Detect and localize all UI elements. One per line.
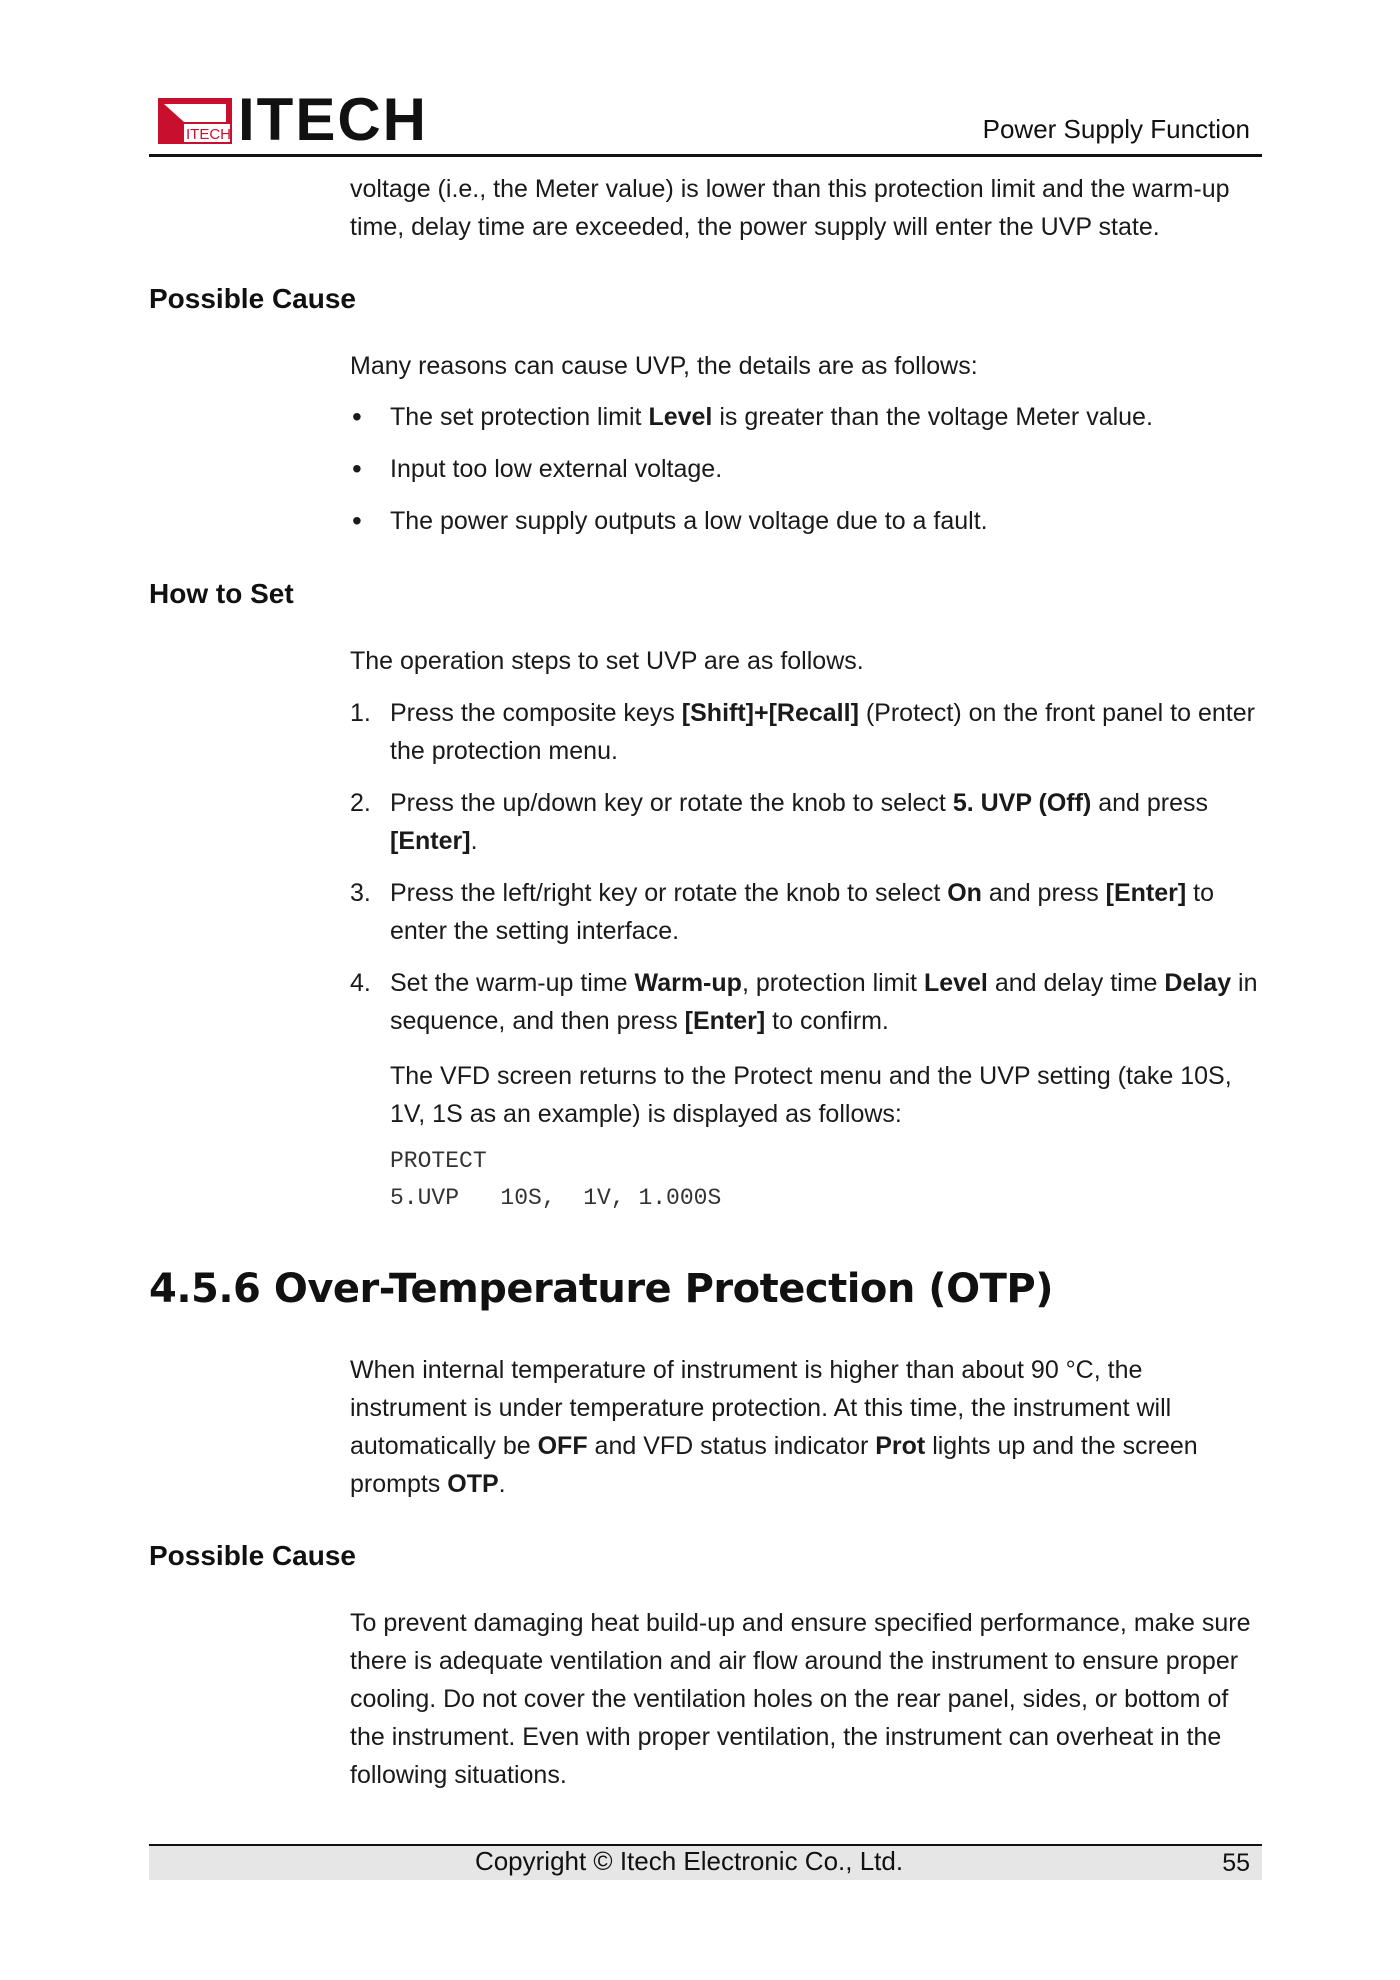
bullet-icon: • [352, 453, 362, 484]
itech-logo-mark-icon [158, 98, 232, 144]
list-item: • The set protection limit Level is greater than the voltage Meter value. [350, 398, 1262, 436]
otp-cause-text: To prevent damaging heat build-up and ensure specified performance, make sure there is adequate ventilation and air flow around the instrument to ensure proper cooling. Do not cover the ventilation holes on the rear panel, sides, or bottom of the instrument. Even with proper ventilation, the instrument can overheat in the following situations. [350, 1609, 1251, 1789]
step-item: 3. Press the left/right key or rotate the knob to select On and press [Enter] to enter the setting interface. [350, 879, 1214, 945]
cause-intro: Many reasons can cause UVP, the details are as follows: [350, 352, 978, 380]
step-item: 4. Set the warm-up time Warm-up, protection limit Level and delay time Delay in sequence, and then press [Enter] to confirm. [350, 969, 1258, 1035]
page-number: 55 [1222, 1849, 1250, 1877]
otp-intro: When internal temperature of instrument is higher than about 90 °C, the instrument is under temperature protection. At this time, the instrument will automatically be OFF and VFD status indicator Prot lights up and the screen prompts OTP. [350, 1356, 1198, 1498]
cause-list [350, 398, 1262, 554]
possible-cause-heading: Possible Cause [149, 283, 356, 314]
footer-copyright: Copyright © Itech Electronic Co., Ltd. [474, 1846, 904, 1876]
vfd-note: The VFD screen returns to the Protect menu and the UVP setting (take 10S, 1V, 1S as an example) is displayed as follows: [390, 1062, 1232, 1128]
steps-intro: The operation steps to set UVP are as follows. [350, 647, 864, 675]
itech-logo [158, 86, 433, 153]
bullet-icon: • [352, 401, 362, 432]
vfd-display-line2: 5.UVP 10S, 1V, 1.000S [390, 1185, 722, 1211]
logo-wordmark: ITECH [238, 86, 428, 153]
step-item: 1. Press the composite keys [Shift]+[Recall] (Protect) on the front panel to enter the protection menu. [350, 699, 1255, 765]
section-title: Power Supply Function [982, 114, 1250, 144]
otp-possible-cause-heading: Possible Cause [149, 1540, 356, 1571]
step-item: 2. Press the up/down key or rotate the knob to select 5. UVP (Off) and press [Enter]. [350, 789, 1209, 855]
otp-section-heading: 4.5.6 Over-Temperature Protection (OTP) [149, 1266, 1053, 1312]
uvp-intro-continuation: voltage (i.e., the Meter value) is lower than this protection limit and the warm-up time, delay time are exceeded, the power supply will enter the UVP state. [350, 175, 1230, 241]
steps-list [350, 694, 1262, 1054]
svg-text:ITECH: ITECH [186, 126, 231, 143]
header-divider [149, 154, 1262, 157]
vfd-display-line1: PROTECT [390, 1148, 487, 1174]
how-to-set-heading: How to Set [149, 578, 294, 609]
list-item: • The power supply outputs a low voltage due to a fault. [350, 502, 1262, 540]
list-item: • Input too low external voltage. [350, 450, 1262, 488]
bullet-icon: • [352, 505, 362, 536]
